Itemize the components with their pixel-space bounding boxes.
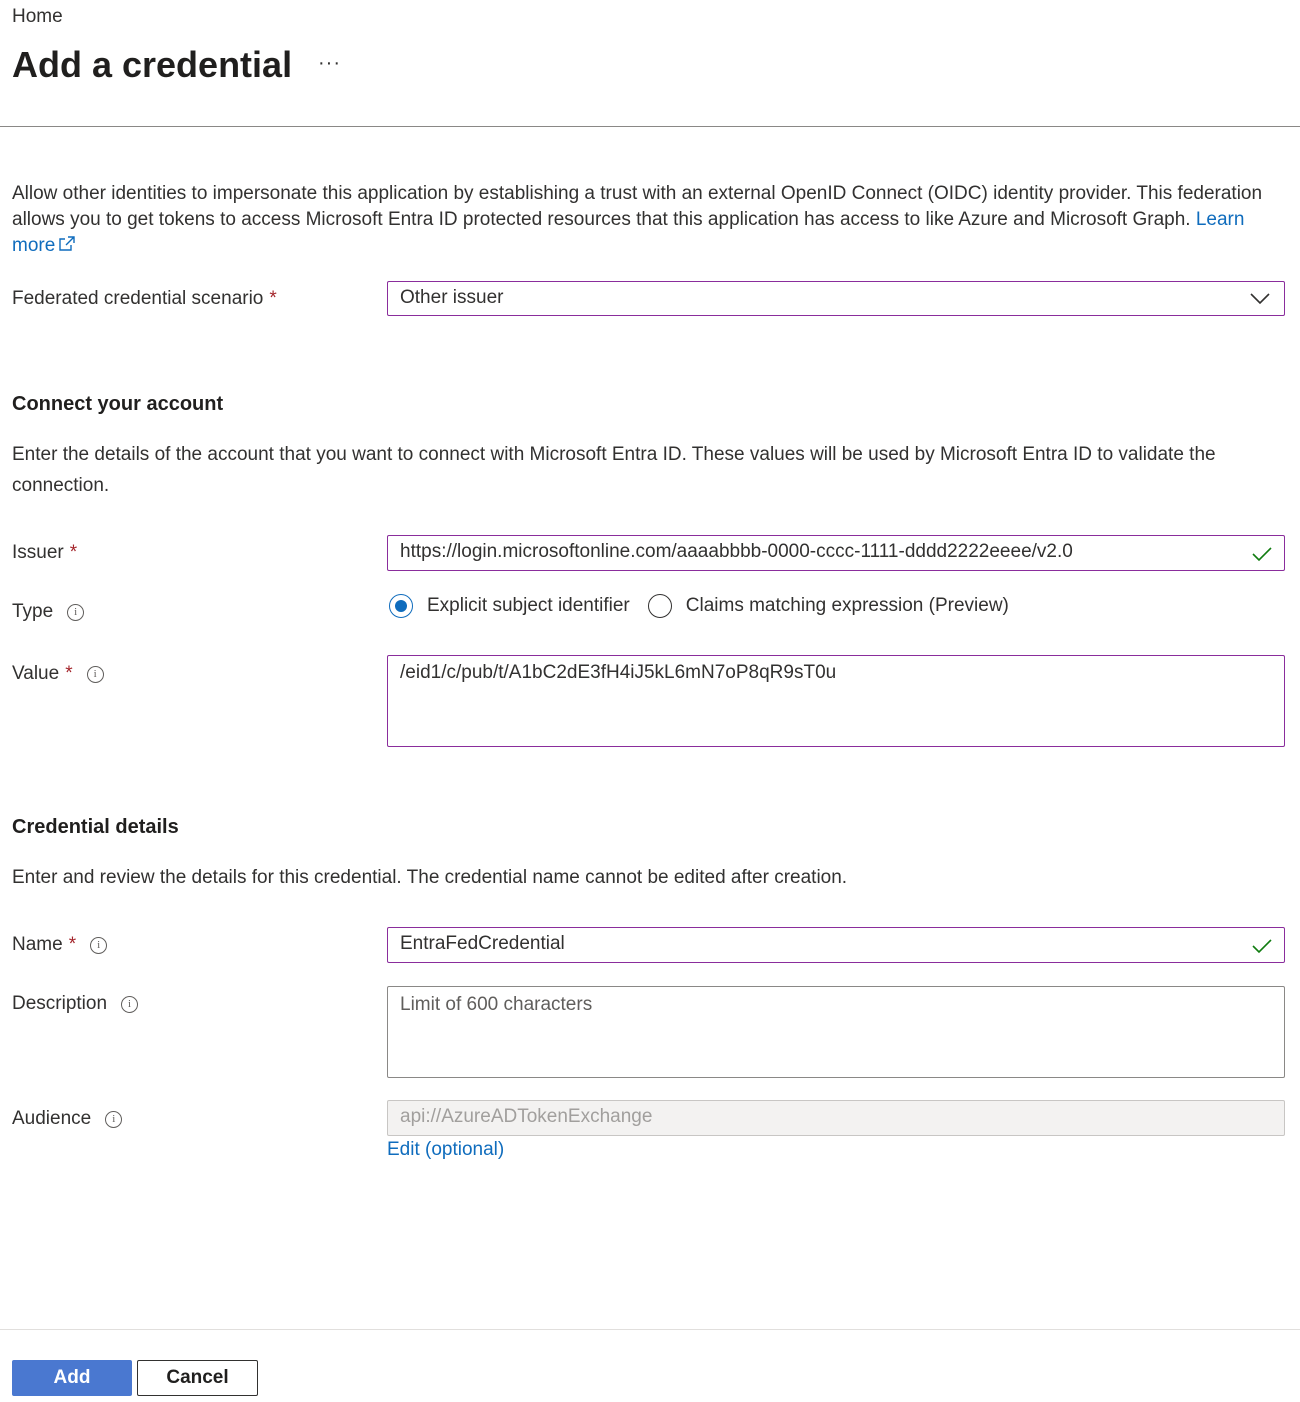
checkmark-icon [1252,546,1272,562]
radio-claims-matching-label[interactable]: Claims matching expression (Preview) [685,595,1009,616]
scenario-label [12,288,277,310]
radio-explicit-subject-label[interactable]: Explicit subject identifier [427,595,630,616]
issuer-value: https://login.microsoftonline.com/aaaabbbb-0000-cccc-1111-dddd2222eeee/v2.0 [400,541,1073,562]
scenario-selected-value: Other issuer [400,287,504,308]
name-label [12,934,107,956]
radio-explicit-subject[interactable] [389,594,413,618]
type-label [12,601,84,623]
page-title: Add a credential [12,44,293,85]
required-marker: * [269,288,277,309]
radio-claims-matching[interactable] [648,594,672,618]
checkmark-icon [1252,938,1272,954]
details-section-title: Credential details [12,816,179,838]
description-label-text: Description [12,993,108,1014]
name-value: EntraFedCredential [400,933,565,954]
info-icon[interactable]: i [90,937,107,954]
required-marker: * [65,663,73,684]
audience-value: api://AzureADTokenExchange [400,1106,653,1127]
info-icon[interactable]: i [87,666,104,683]
header-divider [0,126,1300,127]
audience-input [387,1100,1285,1136]
chevron-down-icon [1250,292,1270,306]
value-textarea[interactable] [387,655,1285,747]
type-radio-group [389,594,1027,618]
scenario-label-text: Federated credential scenario [12,288,264,309]
radio-selected-dot [395,600,407,612]
info-icon[interactable]: i [121,996,138,1013]
value-text: /eid1/c/pub/t/A1bC2dE3fH4iJ5kL6mN7oP8qR9sT0u [400,662,837,683]
breadcrumb-home[interactable]: Home [12,6,63,27]
description-textarea[interactable] [387,986,1285,1078]
connect-section-description: Enter the details of the account that you want to connect with Microsoft Entra ID. These values will be used by Microsoft Entra ID to validate the connection. [12,444,1216,496]
info-icon[interactable]: i [105,1111,122,1128]
learn-more-label: Learn more [12,209,1245,256]
edit-audience-link[interactable]: Edit (optional) [387,1139,505,1160]
value-label [12,663,104,685]
connect-section-title: Connect your account [12,393,224,415]
details-section-description: Enter and review the details for this credential. The credential name cannot be edited after creation. [12,867,848,888]
more-options-icon[interactable]: ··· [318,52,341,74]
issuer-label [12,542,77,564]
required-marker: * [69,542,78,563]
footer-divider [0,1329,1300,1330]
type-label-text: Type [12,601,54,622]
intro-description: Allow other identities to impersonate this application by establishing a trust with an external OpenID Connect (OIDC) identity provider. This federation allows you to get tokens to access Microsoft Entra ID protected resources that this application has access to like Azure and Microsoft Graph. [12,183,1263,230]
scenario-dropdown[interactable] [387,281,1285,316]
intro-text [12,181,1282,259]
external-link-icon [57,235,77,253]
name-input[interactable] [387,927,1285,963]
cancel-button[interactable]: Cancel [137,1360,258,1396]
value-label-text: Value [12,663,60,684]
description-label [12,993,138,1015]
info-icon[interactable]: i [67,604,84,621]
issuer-input[interactable] [387,535,1285,571]
description-placeholder: Limit of 600 characters [400,994,593,1015]
name-label-text: Name [12,934,63,955]
add-button[interactable]: Add [12,1360,132,1396]
audience-label [12,1108,122,1130]
issuer-label-text: Issuer [12,542,64,563]
required-marker: * [68,934,77,955]
audience-label-text: Audience [12,1108,92,1129]
